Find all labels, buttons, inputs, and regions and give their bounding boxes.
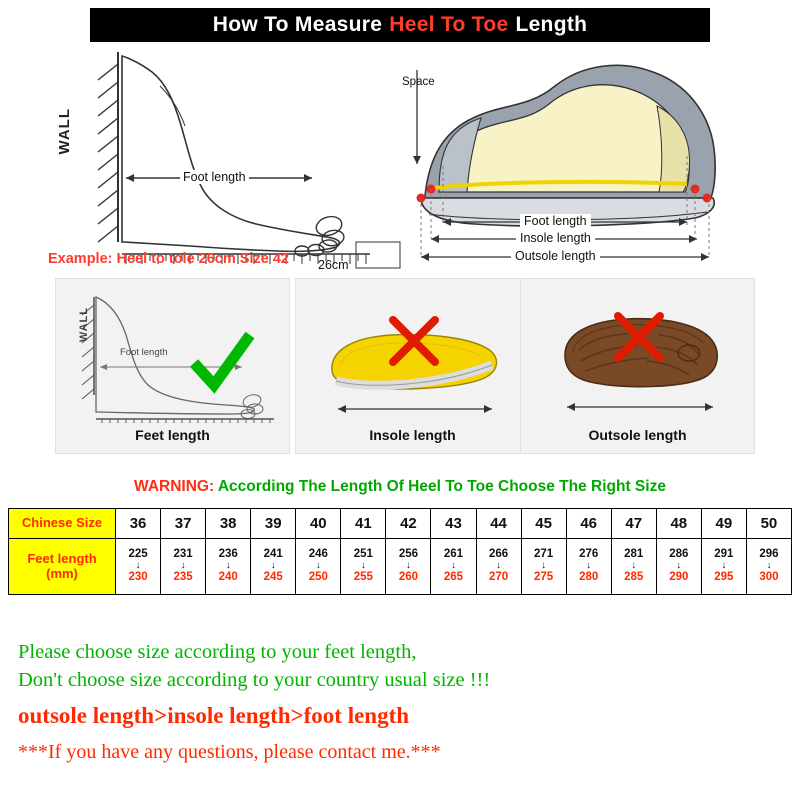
row-header-feet-length bbox=[9, 539, 116, 595]
down-arrow-icon: ↓ bbox=[405, 560, 411, 571]
length-to: 290 bbox=[669, 571, 689, 583]
down-arrow-icon: ↓ bbox=[541, 560, 547, 571]
length-from: 276 bbox=[579, 548, 599, 561]
row-header-chinese-size: Chinese Size bbox=[9, 509, 116, 539]
length-from: 246 bbox=[308, 548, 328, 561]
down-arrow-icon: ↓ bbox=[360, 560, 366, 571]
length-cell bbox=[161, 539, 206, 595]
page-title-part3: Length bbox=[515, 13, 588, 36]
measurement-illustrations bbox=[0, 46, 800, 278]
bottom-notes bbox=[18, 638, 788, 764]
length-cell bbox=[521, 539, 566, 595]
foot-length-label-left: Foot length bbox=[180, 170, 249, 184]
foot-length-dim-label: Foot length bbox=[520, 214, 591, 228]
length-from: 225 bbox=[128, 548, 148, 561]
insole-length-dim-label: Insole length bbox=[516, 231, 595, 245]
table-row-chinese-size bbox=[9, 509, 792, 539]
length-from: 271 bbox=[534, 548, 554, 561]
length-to: 280 bbox=[579, 571, 599, 583]
box-caption-outsole-length: Outsole length bbox=[588, 427, 687, 443]
size-cell: 49 bbox=[701, 509, 746, 539]
length-to: 270 bbox=[488, 571, 509, 583]
down-arrow-icon: ↓ bbox=[315, 560, 321, 571]
size-cell: 48 bbox=[656, 509, 701, 539]
length-from: 231 bbox=[173, 548, 193, 561]
length-to: 300 bbox=[759, 571, 779, 583]
size-cell: 40 bbox=[296, 509, 341, 539]
example-caption: Example: Heel to tole 26cm Size 42 bbox=[48, 251, 289, 267]
length-cell bbox=[476, 539, 521, 595]
size-cell: 46 bbox=[566, 509, 611, 539]
size-cell: 45 bbox=[521, 509, 566, 539]
wall-label-left: WALL bbox=[56, 108, 73, 155]
down-arrow-icon: ↓ bbox=[135, 560, 141, 571]
size-cell: 38 bbox=[206, 509, 251, 539]
page-title-part1: How To Measure bbox=[212, 13, 383, 36]
length-from: 241 bbox=[263, 548, 283, 561]
length-cell bbox=[701, 539, 746, 595]
size-cell: 43 bbox=[431, 509, 476, 539]
outsole-length-dim-label: Outsole length bbox=[511, 249, 600, 263]
length-cell bbox=[566, 539, 611, 595]
size-cell: 36 bbox=[116, 509, 161, 539]
cm-measure-label: 26cm bbox=[318, 258, 349, 272]
down-arrow-icon: ↓ bbox=[676, 560, 682, 571]
note-line-1: Please choose size according to your feet length, bbox=[18, 641, 417, 663]
length-cell bbox=[251, 539, 296, 595]
length-from: 286 bbox=[669, 548, 689, 561]
wall-label-box1: WALL bbox=[78, 307, 90, 343]
length-cell bbox=[341, 539, 386, 595]
length-to: 275 bbox=[534, 571, 554, 583]
length-to: 255 bbox=[353, 571, 373, 583]
size-cell: 39 bbox=[251, 509, 296, 539]
length-to: 230 bbox=[128, 571, 148, 583]
box-insole-length bbox=[295, 278, 530, 454]
length-from: 236 bbox=[218, 548, 238, 561]
length-from: 296 bbox=[759, 548, 779, 561]
size-cell: 41 bbox=[341, 509, 386, 539]
length-cell bbox=[656, 539, 701, 595]
note-line-3: outsole length>insole length>foot length bbox=[18, 702, 410, 728]
length-to: 235 bbox=[173, 571, 193, 583]
check-icon bbox=[186, 327, 258, 399]
length-cell bbox=[116, 539, 161, 595]
warning-line bbox=[0, 478, 800, 496]
comparison-boxes bbox=[0, 278, 800, 460]
length-to: 260 bbox=[398, 571, 418, 583]
page-title-banner bbox=[90, 8, 710, 42]
down-arrow-icon: ↓ bbox=[450, 560, 456, 571]
cross-icon bbox=[388, 315, 440, 367]
length-to: 240 bbox=[218, 571, 238, 583]
size-cell: 37 bbox=[161, 509, 206, 539]
length-to: 285 bbox=[624, 571, 644, 583]
length-cell bbox=[431, 539, 476, 595]
row-header-feet-length-line1: Feet length bbox=[27, 550, 97, 566]
length-from: 281 bbox=[624, 548, 644, 561]
box-feet-length bbox=[55, 278, 290, 454]
down-arrow-icon: ↓ bbox=[586, 560, 592, 571]
size-table bbox=[8, 508, 792, 595]
box-caption-insole-length: Insole length bbox=[369, 427, 456, 443]
size-cell: 50 bbox=[746, 509, 791, 539]
length-cell bbox=[611, 539, 656, 595]
length-from: 266 bbox=[488, 548, 509, 561]
size-cell: 44 bbox=[476, 509, 521, 539]
note-line-2: Don't choose size according to your country usual size !!! bbox=[18, 669, 491, 692]
length-from: 251 bbox=[353, 548, 373, 561]
down-arrow-icon: ↓ bbox=[270, 560, 276, 571]
length-to: 250 bbox=[308, 571, 328, 583]
length-from: 261 bbox=[443, 548, 464, 561]
cross-icon bbox=[613, 311, 665, 363]
inner-foot-length-label-box1: Foot length bbox=[120, 347, 168, 358]
warning-word: WARNING: bbox=[134, 478, 215, 495]
length-from: 256 bbox=[398, 548, 418, 561]
length-to: 295 bbox=[714, 571, 734, 583]
down-arrow-icon: ↓ bbox=[225, 560, 231, 571]
length-cell bbox=[206, 539, 251, 595]
length-to: 245 bbox=[263, 571, 283, 583]
size-cell: 42 bbox=[386, 509, 431, 539]
length-cell bbox=[296, 539, 341, 595]
down-arrow-icon: ↓ bbox=[496, 560, 502, 571]
length-from: 291 bbox=[714, 548, 734, 561]
size-cell: 47 bbox=[611, 509, 656, 539]
space-label: Space bbox=[402, 76, 435, 88]
note-line-4: ***If you have any questions, please contact me.*** bbox=[18, 740, 441, 763]
box-outsole-length bbox=[520, 278, 755, 454]
page-title-highlight: Heel To Toe bbox=[389, 13, 509, 36]
row-header-feet-length-line2: (mm) bbox=[46, 565, 78, 581]
box-caption-feet-length: Feet length bbox=[135, 427, 210, 443]
foot-against-wall-diagram bbox=[40, 46, 430, 278]
down-arrow-icon: ↓ bbox=[766, 560, 772, 571]
length-cell bbox=[386, 539, 431, 595]
table-row-feet-length bbox=[9, 539, 792, 595]
down-arrow-icon: ↓ bbox=[631, 560, 637, 571]
size-table-wrapper bbox=[8, 508, 792, 595]
down-arrow-icon: ↓ bbox=[721, 560, 727, 571]
length-cell bbox=[746, 539, 791, 595]
warning-text: According The Length Of Heel To Toe Choose The Right Size bbox=[217, 478, 666, 495]
down-arrow-icon: ↓ bbox=[180, 560, 186, 571]
length-to: 265 bbox=[443, 571, 464, 583]
